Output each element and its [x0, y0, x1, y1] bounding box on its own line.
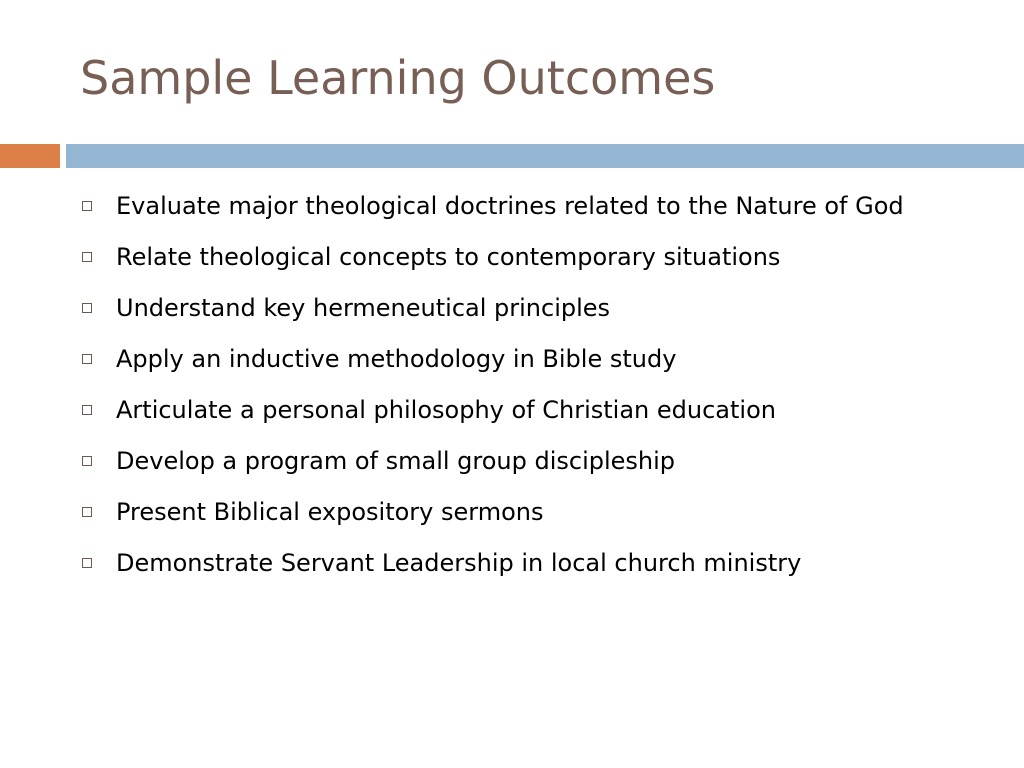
- hollow-square-bullet-icon: [82, 354, 92, 364]
- learning-outcomes-list: [80, 186, 970, 594]
- orange-accent-bar: [0, 144, 60, 168]
- hollow-square-bullet-icon: [82, 456, 92, 466]
- list-item-text: Develop a program of small group discipleship: [116, 447, 676, 475]
- list-item: [80, 339, 970, 379]
- list-item: [80, 492, 970, 532]
- list-item-text: Present Biblical expository sermons: [116, 498, 544, 526]
- list-item-text: Articulate a personal philosophy of Christian education: [116, 396, 776, 424]
- list-item-text: Demonstrate Servant Leadership in local church ministry: [116, 549, 802, 577]
- list-item: [80, 237, 970, 277]
- list-item: [80, 186, 970, 226]
- hollow-square-bullet-icon: [82, 405, 92, 415]
- hollow-square-bullet-icon: [82, 201, 92, 211]
- list-item-text: Evaluate major theological doctrines related to the Nature of God: [116, 192, 904, 220]
- blue-band-bar: [66, 144, 1024, 168]
- list-item: [80, 390, 970, 430]
- list-item: [80, 441, 970, 481]
- hollow-square-bullet-icon: [82, 303, 92, 313]
- hollow-square-bullet-icon: [82, 558, 92, 568]
- hollow-square-bullet-icon: [82, 507, 92, 517]
- list-item-text: Relate theological concepts to contemporary situations: [116, 243, 781, 271]
- list-item-text: Understand key hermeneutical principles: [116, 294, 611, 322]
- hollow-square-bullet-icon: [82, 252, 92, 262]
- list-item: [80, 288, 970, 328]
- slide-title: Sample Learning Outcomes: [80, 51, 716, 105]
- list-item: [80, 543, 970, 583]
- list-item-text: Apply an inductive methodology in Bible study: [116, 345, 677, 373]
